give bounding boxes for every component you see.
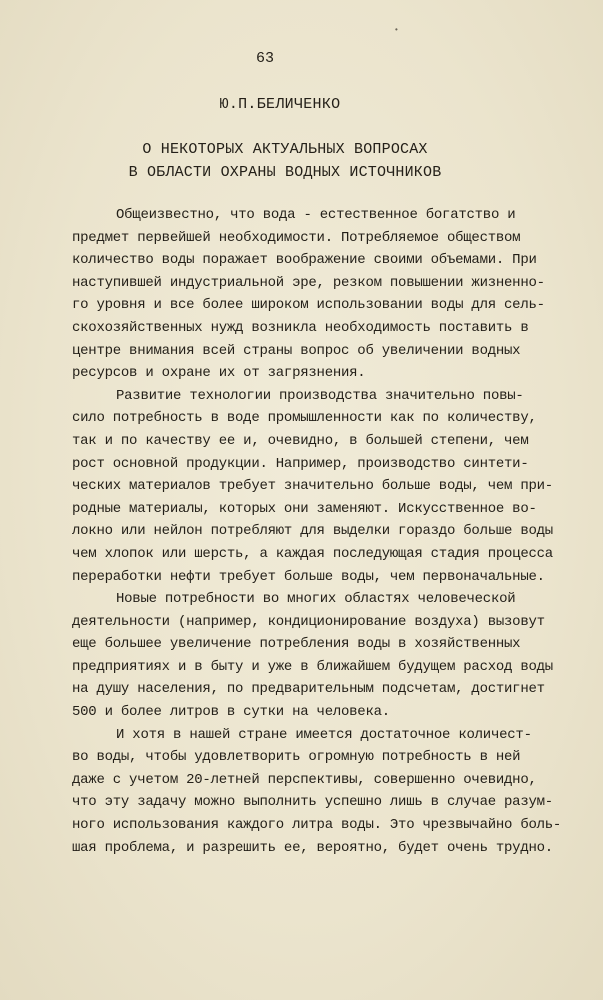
body-line: чем хлопок или шерсть, а каждая последующая стадия процесса bbox=[72, 545, 553, 562]
body-line: переработки нефти требует больше воды, чем первоначальные. bbox=[72, 568, 545, 585]
body-line: родные материалы, которых они заменяют. Искусственное во- bbox=[72, 500, 537, 517]
body-line: количество воды поражает воображение своими объемами. При bbox=[72, 252, 537, 269]
article-body bbox=[72, 204, 562, 859]
body-line: сило потребность в воде промышленности как по количеству, bbox=[72, 410, 537, 427]
body-line: так и по качеству ее и, очевидно, в большей степени, чем bbox=[72, 432, 529, 449]
body-line: еще большее увеличение потребления воды в хозяйственных bbox=[72, 636, 521, 653]
author-name: Ю.П.БЕЛИЧЕНКО bbox=[219, 96, 341, 113]
body-line: наступившей индустриальной эре, резком повышении жизненно- bbox=[72, 274, 545, 291]
body-line: Новые потребности во многих областях человеческой bbox=[116, 591, 516, 608]
body-line: И хотя в нашей стране имеется достаточное количест- bbox=[116, 726, 532, 743]
body-line: деятельности (например, кондиционирование воздуха) вызовут bbox=[72, 613, 545, 630]
body-line: ресурсов и охране их от загрязнения. bbox=[72, 365, 366, 382]
body-line: предмет первейшей необходимости. Потребляемое обществом bbox=[72, 229, 521, 246]
body-line: ческих материалов требует значительно больше воды, чем при- bbox=[72, 478, 553, 495]
body-line: 500 и более литров в сутки на человека. bbox=[72, 704, 390, 721]
body-line: предприятиях и в быту и уже в ближайшем будущем расход воды bbox=[72, 658, 553, 675]
body-line: даже с учетом 20-летней перспективы, совершенно очевидно, bbox=[72, 771, 537, 788]
body-line: шая проблема, и разрешить ее, вероятно, будет очень трудно. bbox=[72, 839, 553, 856]
article-title-line-2: В ОБЛАСТИ ОХРАНЫ ВОДНЫХ ИСТОЧНИКОВ bbox=[128, 164, 442, 181]
body-line: рост основной продукции. Например, производство синтети- bbox=[72, 455, 529, 472]
body-line: во воды, чтобы удовлетворить огромную потребность в ней bbox=[72, 749, 521, 766]
body-line: Развитие технологии производства значительно повы- bbox=[116, 387, 524, 404]
body-line: го уровня и все более широком использовании воды для сель- bbox=[72, 297, 545, 314]
body-line: скохозяйственных нужд возникла необходимость поставить в bbox=[72, 319, 529, 336]
body-line: центре внимания всей страны вопрос об увеличении водных bbox=[72, 342, 521, 359]
article-title-line-1: О НЕКОТОРЫХ АКТУАЛЬНЫХ ВОПРОСАХ bbox=[142, 141, 428, 158]
scan-mark: • bbox=[394, 26, 399, 35]
body-line: Общеизвестно, что вода - естественное богатство и bbox=[116, 207, 516, 223]
body-line: что эту задачу можно выполнить успешно лишь в случае разум- bbox=[72, 794, 553, 811]
body-line: на душу населения, по предварительным подсчетам, достигнет bbox=[72, 681, 545, 698]
body-line: ного использования каждого литра воды. Это чрезвычайно боль- bbox=[72, 817, 562, 834]
body-line: локно или нейлон потребляют для выделки гораздо больше воды bbox=[72, 523, 553, 540]
page-number: 63 bbox=[255, 50, 274, 67]
